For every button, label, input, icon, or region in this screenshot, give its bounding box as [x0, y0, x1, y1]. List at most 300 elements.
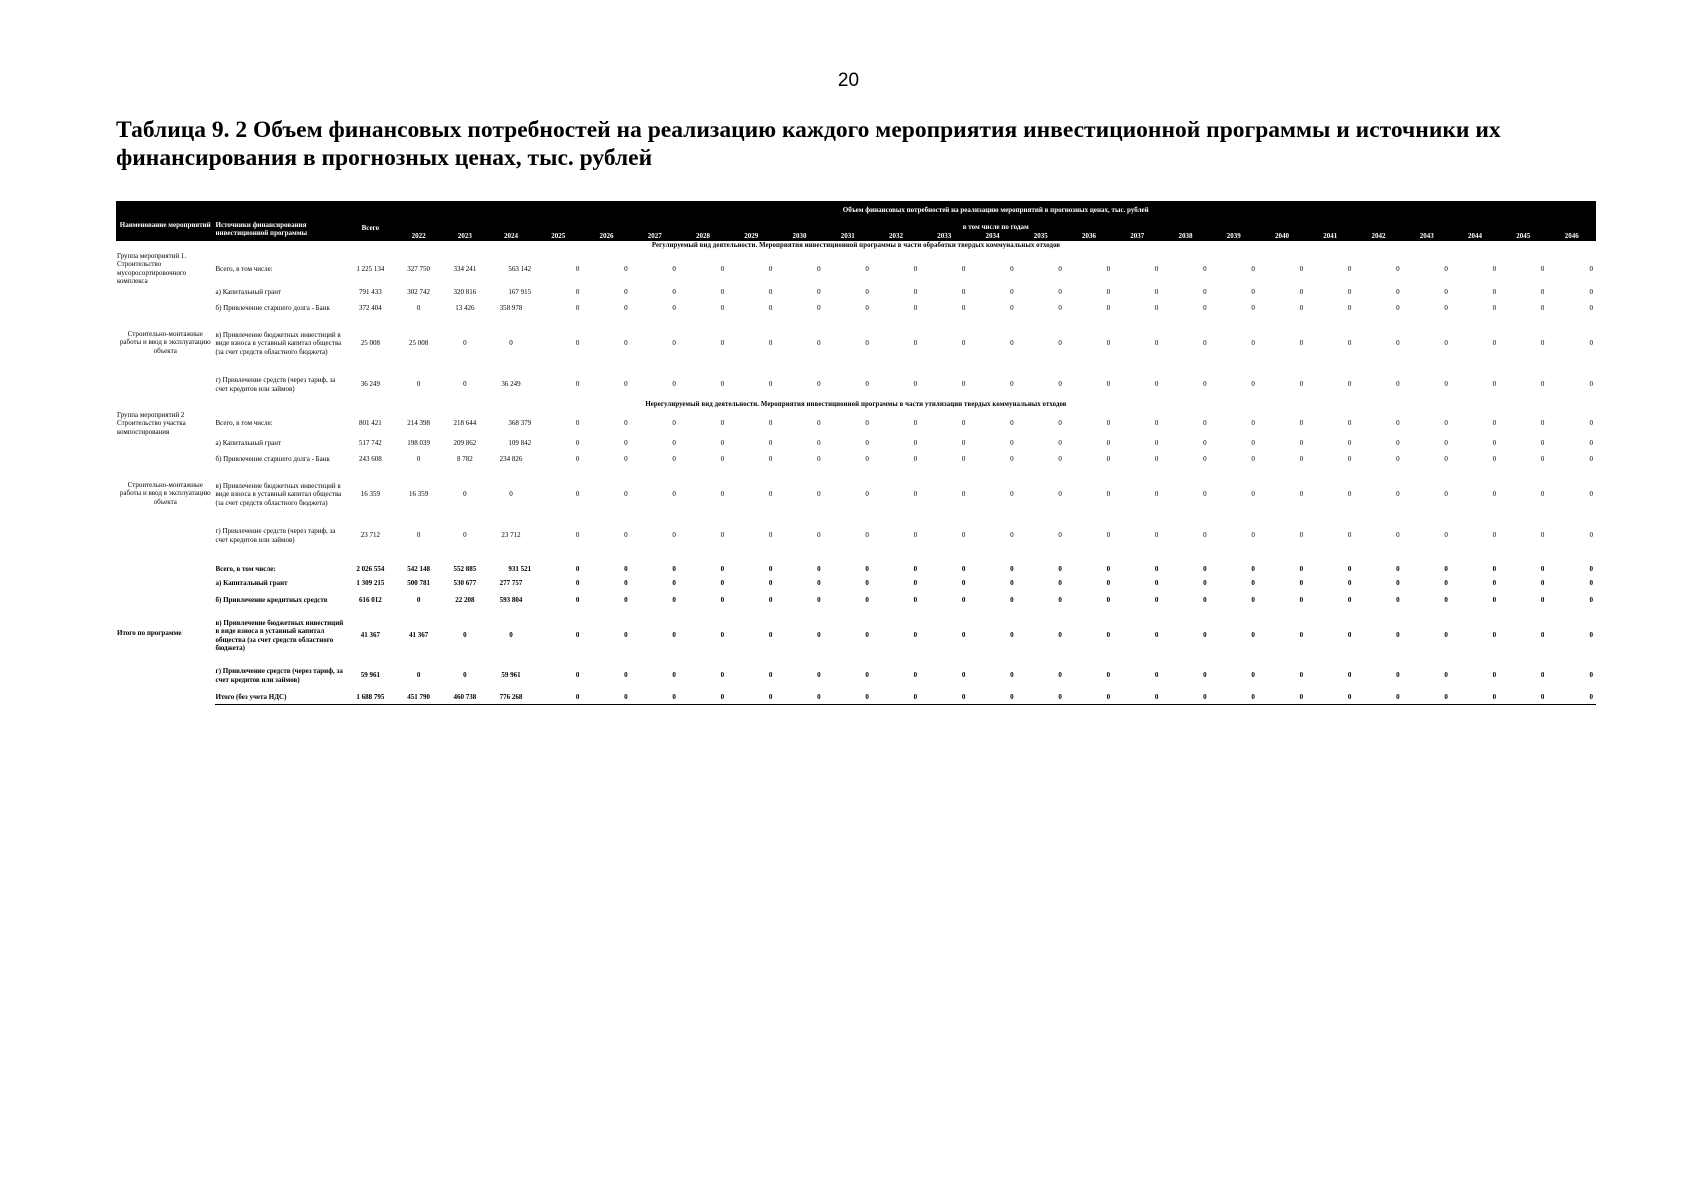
value-2034: 0 — [1010, 380, 1014, 389]
value-2038: 0 — [1203, 596, 1207, 605]
value-2032: 0 — [913, 380, 918, 389]
value-2028: 0 — [720, 380, 725, 389]
value-2029: 0 — [768, 671, 773, 680]
funding-source: г) Привлечение средств (через тариф, за счет кредитов или займов) — [215, 527, 336, 544]
value-2022: 500 781 — [407, 579, 430, 588]
value-2030: 0 — [817, 419, 821, 428]
value-2029: 0 — [768, 531, 773, 540]
value-2028: 0 — [679, 691, 727, 705]
value-2041: 0 — [1347, 264, 1352, 273]
value-2022: 327 750 — [407, 264, 430, 273]
value-2033: 0 — [961, 579, 966, 588]
value-2039: 0 — [1251, 339, 1255, 348]
value-2031: 0 — [865, 419, 869, 428]
value-2026: 0 — [624, 455, 628, 464]
value-2032: 0 — [913, 439, 918, 448]
value-2030: 0 — [817, 264, 821, 273]
total-value: 2 026 554 — [356, 565, 385, 574]
value-2030: 0 — [817, 339, 821, 348]
value-2040: 0 — [1299, 631, 1304, 640]
value-2029: 0 — [768, 419, 773, 428]
value-2044: 0 — [1492, 671, 1497, 680]
value-2045: 0 — [1540, 490, 1545, 499]
value-2046: 0 — [1589, 565, 1593, 574]
total-value: 41 367 — [360, 631, 380, 640]
value-2040: 0 — [1299, 565, 1304, 574]
value-2026: 0 — [624, 339, 628, 348]
header-year-2023: 2023 — [442, 231, 488, 241]
value-2043: 0 — [1444, 339, 1448, 348]
value-2031: 0 — [865, 380, 869, 389]
value-2045: 0 — [1540, 439, 1545, 448]
value-2024: 593 804 — [499, 596, 523, 605]
total-value: 243 608 — [358, 455, 382, 464]
value-2034: 0 — [1010, 304, 1014, 313]
value-2024: 0 — [509, 339, 513, 348]
spacer-row — [116, 551, 1596, 563]
value-2032: 0 — [913, 339, 918, 348]
value-2034: 0 — [1010, 419, 1014, 428]
value-2027: 0 — [672, 288, 676, 297]
value-2039: 0 — [1251, 579, 1255, 588]
value-2027: 0 — [631, 691, 679, 705]
header-year-2033: 2033 — [920, 231, 968, 241]
value-2035: 0 — [1017, 691, 1065, 705]
value-2034: 0 — [1010, 565, 1014, 574]
value-2037: 0 — [1154, 455, 1159, 464]
value-2042: 0 — [1396, 455, 1400, 464]
value-2039: 0 — [1251, 490, 1255, 499]
value-2022: 0 — [416, 304, 421, 313]
table-row — [116, 318, 1596, 370]
value-2046: 0 — [1589, 631, 1593, 640]
value-2022: 302 742 — [407, 288, 430, 297]
value-2038: 0 — [1203, 380, 1207, 389]
value-2037: 0 — [1154, 288, 1159, 297]
value-2031: 0 — [865, 288, 869, 297]
value-2045: 0 — [1499, 691, 1547, 705]
section-heading: Регулируемый вид деятельности. Мероприятия инвестиционной программы в части обработки твердых коммунальных отходов — [651, 242, 1061, 250]
value-2022: 542 148 — [407, 565, 430, 574]
value-2023: 218 644 — [453, 419, 477, 428]
value-2040: 0 — [1299, 596, 1304, 605]
value-2045: 0 — [1540, 455, 1545, 464]
value-2035: 0 — [1058, 531, 1062, 540]
value-2031: 0 — [865, 671, 869, 680]
header-year-2040: 2040 — [1258, 231, 1306, 241]
value-2043: 0 — [1444, 531, 1448, 540]
value-2041: 0 — [1347, 596, 1352, 605]
value-2034: 0 — [1010, 264, 1014, 273]
value-2040: 0 — [1258, 691, 1306, 705]
total-value: 16 359 — [360, 490, 380, 499]
value-2032: 0 — [913, 419, 918, 428]
value-2035: 0 — [1058, 596, 1062, 605]
value-2030: 0 — [817, 380, 821, 389]
value-2028: 0 — [720, 439, 725, 448]
value-2034: 0 — [1010, 288, 1014, 297]
funding-source: Всего, в том числе: — [215, 565, 276, 574]
value-2027: 0 — [672, 304, 676, 313]
value-2029: 0 — [727, 691, 775, 705]
value-2037: 0 — [1154, 380, 1159, 389]
value-2041: 0 — [1347, 579, 1352, 588]
value-2022: 0 — [416, 596, 421, 605]
value-2029: 0 — [768, 339, 773, 348]
value-2034: 0 — [1010, 531, 1014, 540]
value-2029: 0 — [768, 490, 773, 499]
value-2033: 0 — [961, 439, 966, 448]
total-value: 23 712 — [360, 531, 380, 540]
value-2023: 0 — [463, 490, 467, 499]
value-2033: 0 — [961, 380, 966, 389]
value-2031: 0 — [865, 264, 869, 273]
value-2045: 0 — [1540, 419, 1545, 428]
value-2036: 0 — [1106, 339, 1111, 348]
value-2043: 0 — [1444, 419, 1448, 428]
value-2022: 41 367 — [408, 631, 429, 640]
value-2022: 451 790 — [395, 691, 441, 705]
value-2044: 0 — [1492, 264, 1497, 273]
value-2037: 0 — [1154, 304, 1159, 313]
value-2034: 0 — [1010, 439, 1014, 448]
value-2033: 0 — [961, 596, 966, 605]
value-2032: 0 — [913, 490, 918, 499]
value-2044: 0 — [1492, 455, 1497, 464]
value-2025: 0 — [575, 531, 580, 540]
value-2037: 0 — [1154, 565, 1159, 574]
value-2028: 0 — [720, 579, 725, 588]
value-2046: 0 — [1589, 596, 1593, 605]
value-2038: 0 — [1203, 304, 1207, 313]
value-2044: 0 — [1492, 380, 1497, 389]
value-2046: 0 — [1589, 380, 1593, 389]
value-2042: 0 — [1396, 304, 1400, 313]
value-2037: 0 — [1154, 339, 1159, 348]
header-year-2028: 2028 — [679, 231, 727, 241]
value-2039: 0 — [1251, 631, 1255, 640]
value-2035: 0 — [1058, 304, 1062, 313]
total-row — [116, 611, 1596, 661]
value-2038: 0 — [1203, 631, 1207, 640]
value-2034: 0 — [968, 691, 1016, 705]
value-2043: 0 — [1444, 439, 1448, 448]
value-2038: 0 — [1161, 691, 1209, 705]
total-value: 59 961 — [360, 671, 380, 680]
value-2040: 0 — [1299, 439, 1304, 448]
value-2034: 0 — [1010, 631, 1014, 640]
value-2045: 0 — [1540, 631, 1545, 640]
value-2036: 0 — [1106, 565, 1111, 574]
value-2023: 334 241 — [453, 264, 477, 273]
value-2039: 0 — [1210, 691, 1258, 705]
value-2037: 0 — [1113, 691, 1161, 705]
table-row — [116, 469, 1596, 521]
value-2030: 0 — [817, 304, 821, 313]
value-2040: 0 — [1299, 380, 1304, 389]
table-row — [116, 370, 1596, 400]
value-2043: 0 — [1444, 304, 1448, 313]
value-2044: 0 — [1492, 565, 1497, 574]
value-2024: 23 712 — [501, 531, 521, 540]
value-2045: 0 — [1540, 671, 1545, 680]
value-2041: 0 — [1347, 304, 1352, 313]
value-2038: 0 — [1203, 288, 1207, 297]
value-2041: 0 — [1347, 380, 1352, 389]
value-2036: 0 — [1106, 439, 1111, 448]
header-year-2030: 2030 — [775, 231, 823, 241]
value-2037: 0 — [1154, 264, 1159, 273]
value-2042: 0 — [1396, 380, 1400, 389]
value-2041: 0 — [1347, 439, 1352, 448]
value-2035: 0 — [1058, 264, 1062, 273]
value-2039: 0 — [1251, 288, 1255, 297]
group-name: Группа мероприятий 1. Строительство мусоросортировочного комплекса — [117, 252, 187, 286]
header-year-2032: 2032 — [872, 231, 920, 241]
value-2042: 0 — [1396, 339, 1400, 348]
value-2025: 0 — [575, 339, 580, 348]
table-title: Таблица 9. 2 Объем финансовых потребностей на реализацию каждого мероприятия инвестиционной программы и источники их финансирования в прогнозных ценах, тыс. рублей — [116, 117, 1501, 171]
value-2027: 0 — [672, 531, 676, 540]
funding-source: Всего, в том числе: — [215, 419, 273, 428]
header-year-2039: 2039 — [1210, 231, 1258, 241]
value-2031: 0 — [865, 439, 869, 448]
value-2038: 0 — [1203, 565, 1207, 574]
value-2037: 0 — [1154, 671, 1159, 680]
value-2032: 0 — [913, 565, 918, 574]
value-2040: 0 — [1299, 264, 1304, 273]
value-2035: 0 — [1058, 565, 1062, 574]
value-2038: 0 — [1203, 419, 1207, 428]
value-2038: 0 — [1203, 339, 1207, 348]
value-2044: 0 — [1492, 531, 1497, 540]
value-2043: 0 — [1444, 490, 1448, 499]
value-2037: 0 — [1154, 579, 1159, 588]
value-2046: 0 — [1589, 439, 1593, 448]
spacer-cell — [116, 551, 1596, 563]
value-2027: 0 — [672, 490, 676, 499]
value-2042: 0 — [1396, 264, 1400, 273]
value-2042: 0 — [1396, 419, 1400, 428]
value-2040: 0 — [1299, 455, 1304, 464]
value-2024: 368 379 — [508, 419, 532, 428]
value-2044: 0 — [1492, 596, 1497, 605]
value-2045: 0 — [1540, 304, 1545, 313]
value-2040: 0 — [1299, 419, 1304, 428]
total-row — [116, 691, 1596, 705]
value-2035: 0 — [1058, 419, 1062, 428]
value-2041: 0 — [1347, 631, 1352, 640]
value-2030: 0 — [817, 671, 821, 680]
funding-source: а) Капитальный грант — [215, 579, 288, 588]
value-2040: 0 — [1299, 671, 1304, 680]
value-2022: 0 — [416, 380, 421, 389]
value-2028: 0 — [720, 419, 725, 428]
value-2024: 931 521 — [508, 565, 532, 574]
value-2026: 0 — [624, 565, 628, 574]
value-2041: 0 — [1347, 288, 1352, 297]
value-2032: 0 — [913, 579, 918, 588]
value-2028: 0 — [720, 455, 725, 464]
value-2031: 0 — [865, 631, 869, 640]
value-2035: 0 — [1058, 439, 1062, 448]
value-2027: 0 — [672, 631, 676, 640]
value-2028: 0 — [720, 339, 725, 348]
value-2045: 0 — [1540, 264, 1545, 273]
header-year-2042: 2042 — [1354, 231, 1402, 241]
value-2024: 563 142 — [508, 264, 532, 273]
value-2025: 0 — [575, 671, 580, 680]
value-2032: 0 — [913, 631, 918, 640]
value-2023: 0 — [463, 631, 467, 640]
value-2034: 0 — [1010, 579, 1014, 588]
value-2036: 0 — [1106, 380, 1111, 389]
value-2022: 214 398 — [407, 419, 430, 428]
value-2027: 0 — [672, 439, 676, 448]
value-2034: 0 — [1010, 455, 1014, 464]
value-2031: 0 — [865, 304, 869, 313]
table-header — [116, 201, 1596, 241]
value-2030: 0 — [817, 531, 821, 540]
value-2044: 0 — [1492, 419, 1497, 428]
value-2024: 776 268 — [488, 691, 534, 705]
value-2042: 0 — [1396, 596, 1400, 605]
value-2036: 0 — [1106, 419, 1111, 428]
value-2033: 0 — [961, 304, 966, 313]
value-2044: 0 — [1492, 304, 1497, 313]
value-2046: 0 — [1547, 691, 1596, 705]
value-2041: 0 — [1347, 671, 1352, 680]
value-2044: 0 — [1451, 691, 1499, 705]
value-2046: 0 — [1589, 288, 1593, 297]
total-value: 616 012 — [358, 596, 382, 605]
value-2029: 0 — [768, 579, 773, 588]
funding-source: в) Привлечение бюджетных инвестиций в виде взноса в уставный капитал общества (за счет средств областного бюджета) — [215, 331, 342, 356]
value-2026: 0 — [624, 531, 628, 540]
value-2022: 25 008 — [408, 339, 429, 348]
value-2025: 0 — [575, 288, 580, 297]
value-2030: 0 — [817, 439, 821, 448]
value-2043: 0 — [1444, 596, 1448, 605]
value-2029: 0 — [768, 380, 773, 389]
total-value: 517 742 — [358, 439, 382, 448]
value-2022: 198 039 — [407, 439, 430, 448]
value-2026: 0 — [624, 490, 628, 499]
event-name: Строительно-монтажные работы и ввод в эксплуатацию объекта — [119, 330, 211, 355]
value-2032: 0 — [913, 596, 918, 605]
header-by-years: в том числе по годам — [395, 219, 1596, 231]
value-2029: 0 — [768, 439, 773, 448]
header-year-2043: 2043 — [1403, 231, 1451, 241]
value-2035: 0 — [1058, 671, 1062, 680]
value-2041: 0 — [1347, 531, 1352, 540]
header-year-2029: 2029 — [727, 231, 775, 241]
value-2036: 0 — [1106, 579, 1111, 588]
value-2033: 0 — [961, 565, 966, 574]
value-2027: 0 — [672, 565, 676, 574]
value-2032: 0 — [913, 531, 918, 540]
value-2029: 0 — [768, 631, 773, 640]
value-2039: 0 — [1251, 596, 1255, 605]
value-2028: 0 — [720, 565, 725, 574]
value-2034: 0 — [1010, 671, 1014, 680]
value-2025: 0 — [575, 565, 580, 574]
value-2023: 209 862 — [453, 439, 477, 448]
value-2025: 0 — [575, 419, 580, 428]
funding-source: в) Привлечение бюджетных инвестиций в виде взноса в уставный капитал общества (за счет средств областного бюджета) — [215, 482, 342, 507]
value-2029: 0 — [768, 288, 773, 297]
total-value: 25 008 — [360, 339, 380, 348]
value-2024: 109 842 — [508, 439, 532, 448]
value-2043: 0 — [1444, 380, 1448, 389]
value-2036: 0 — [1106, 264, 1111, 273]
header-year-2022: 2022 — [395, 231, 441, 241]
value-2035: 0 — [1058, 455, 1062, 464]
value-2039: 0 — [1251, 419, 1255, 428]
value-2023: 0 — [463, 531, 467, 540]
value-2026: 0 — [624, 631, 628, 640]
value-2044: 0 — [1492, 339, 1497, 348]
header-year-2025: 2025 — [534, 231, 582, 241]
value-2028: 0 — [720, 288, 725, 297]
funding-source: а) Капитальный грант — [215, 288, 282, 297]
value-2028: 0 — [720, 490, 725, 499]
total-row — [116, 661, 1596, 691]
value-2040: 0 — [1299, 490, 1304, 499]
value-2037: 0 — [1154, 531, 1159, 540]
value-2042: 0 — [1396, 490, 1400, 499]
value-2031: 0 — [865, 579, 869, 588]
value-2034: 0 — [1010, 339, 1014, 348]
value-2045: 0 — [1540, 579, 1545, 588]
value-2023: 0 — [463, 671, 467, 680]
value-2030: 0 — [817, 579, 821, 588]
value-2033: 0 — [961, 490, 966, 499]
value-2024: 167 915 — [508, 288, 532, 297]
value-2033: 0 — [961, 531, 966, 540]
total-row — [116, 577, 1596, 591]
header-year-2027: 2027 — [631, 231, 679, 241]
value-2042: 0 — [1354, 691, 1402, 705]
header-year-2041: 2041 — [1306, 231, 1354, 241]
value-2042: 0 — [1396, 565, 1400, 574]
value-2023: 13 426 — [455, 304, 475, 313]
value-2027: 0 — [672, 264, 676, 273]
value-2022: 0 — [416, 531, 421, 540]
value-2027: 0 — [672, 579, 676, 588]
table-body — [116, 241, 1596, 705]
value-2030: 0 — [775, 691, 823, 705]
value-2029: 0 — [768, 304, 773, 313]
value-2023: 552 885 — [453, 565, 477, 574]
value-2046: 0 — [1589, 671, 1593, 680]
value-2022: 0 — [416, 455, 421, 464]
value-2031: 0 — [865, 490, 869, 499]
funding-source: Итого (без учета НДС) — [215, 691, 346, 705]
value-2039: 0 — [1251, 671, 1255, 680]
value-2042: 0 — [1396, 579, 1400, 588]
value-2033: 0 — [961, 419, 966, 428]
value-2040: 0 — [1299, 304, 1304, 313]
value-2043: 0 — [1444, 565, 1448, 574]
total-row — [116, 563, 1596, 577]
value-2023: 0 — [463, 339, 467, 348]
value-2038: 0 — [1203, 455, 1207, 464]
value-2036: 0 — [1106, 531, 1111, 540]
value-2046: 0 — [1589, 339, 1593, 348]
value-2040: 0 — [1299, 579, 1304, 588]
value-2041: 0 — [1347, 490, 1352, 499]
